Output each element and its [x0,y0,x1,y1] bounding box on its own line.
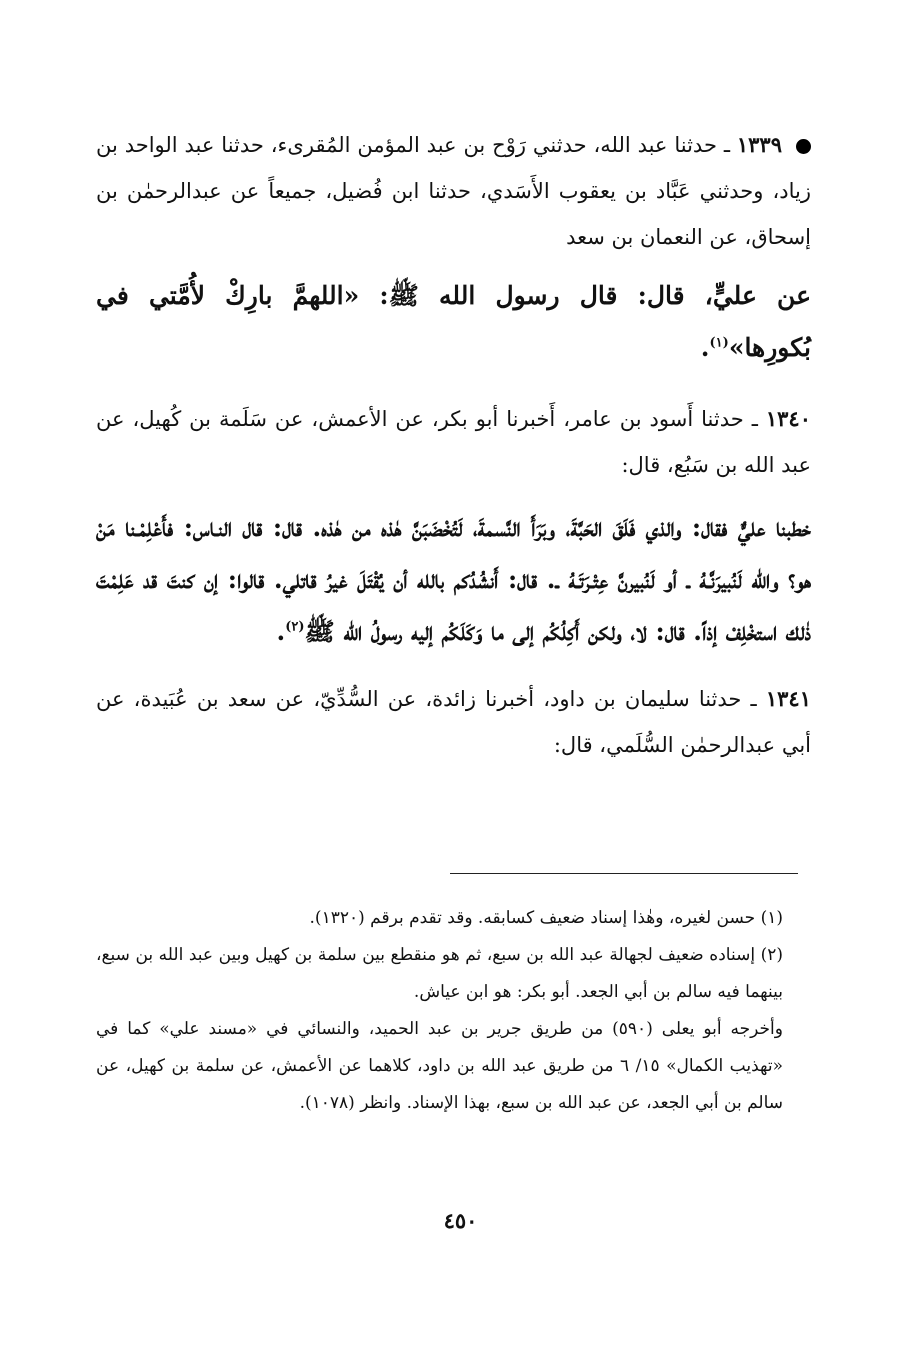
isnad-text: ـ حدثنا عبد الله، حدثني رَوْح بن عبد المؤمن المُقرىء، حدثنا عبد الواحد بن زياد، وحدثني عَبَّاد بن يعقوب الأَسَدي، حدثنا ابن فُضيل، جميعاً عن عبدالرحمٰن بن إسحاق، عن النعمان بن سعد [96,133,811,249]
hadith-number: ١٣٣٩ [736,132,782,157]
footnotes [96,900,811,1122]
hadith-1339-matn [96,270,811,374]
footnote-2: (٢) إسناده ضعيف لجهالة عبد الله بن سبع، ثم هو منقطع بين سلمة بن كهيل وبين عبد الله بن سبع، بينهما فيه سالم بن أبي الجعد. أبو بكر: هو ابن عياش. [96,945,783,1002]
bullet-icon [796,139,811,154]
footnote-2-continued: وأخرجه أبو يعلى (٥٩٠) من طريق جرير بن عبد الحميد، والنسائي في «مسند علي» كما في «تهذيب الكمال» ١٥/ ٦ من طريق عبد الله بن داود، كلاهما عن الأعمش، عن سلمة بن كهيل، عن سالم بن أبي الجعد، عن عبد الله بن سبع، بهذا الإسناد. وانظر (١٠٧٨). [96,1019,783,1113]
footnote-1: (١) حسن لغيره، وهٰذا إسناد ضعيف كسابقه. وقد تقدم برقم (١٣٢٠). [309,908,783,928]
footnote-ref: (١) [709,335,729,351]
hadith-1339-isnad [96,122,811,260]
hadith-number: ١٣٤٠ [765,406,811,431]
period: . [276,617,286,646]
page-number: ٤٥٠ [443,1208,478,1233]
matn-text: خطبنا عليٌّ فقال: والذي فَلَقَ الحَبَّةَ، وبَرَأَ النَّسمةَ، لَتُخْضَبَنَّ هٰذه من هٰذه. قال: قال النـاس: فأَعْلِمْـنا مَنْ هو؟ والله لَنُبيرَنَّـهُ ـ أو لَنُبيرنَّ عِتْـرَتَـهُ ـ. قال: أَنشُدُكم بالله أن يُقْتَلَ غيرُ قاتلي. قالوا: إن كنتَ قد عَلِمْتَ ذٰلك استخْلِفْ إذاً. قال: لا، ولكن أَكِلُكُم إلى ما وَكَلَكُم إليه رسولُ الله ﷺ [96,513,811,646]
footnote-divider [450,873,798,874]
hadith-1340-isnad [96,396,811,488]
hadith-1341-isnad [96,676,811,768]
main-text [96,122,811,768]
period: . [700,333,710,362]
footnote-ref: (٢) [285,619,305,635]
isnad-text: ـ حدثنا أَسود بن عامر، أَخبرنا أبو بكر، عن الأعمش، عن سَلَمة بن كُهيل، عن عبد الله بن سَبُع، قال: [96,407,811,477]
hadith-1340-matn [96,502,811,658]
matn-text: عن عليٍّ، قال: قال رسول الله ﷺ: «اللهمَّ بارِكْ لأُمَّتي في بُكورِها» [96,281,811,362]
isnad-text: ـ حدثنا سليمان بن داود، أخبرنا زائدة، عن السُّدِّيّ، عن سعد بن عُبَيدة، عن أبي عبدالرحمٰن السُّلَمي، قال: [96,687,811,757]
hadith-number: ١٣٤١ [765,686,811,711]
